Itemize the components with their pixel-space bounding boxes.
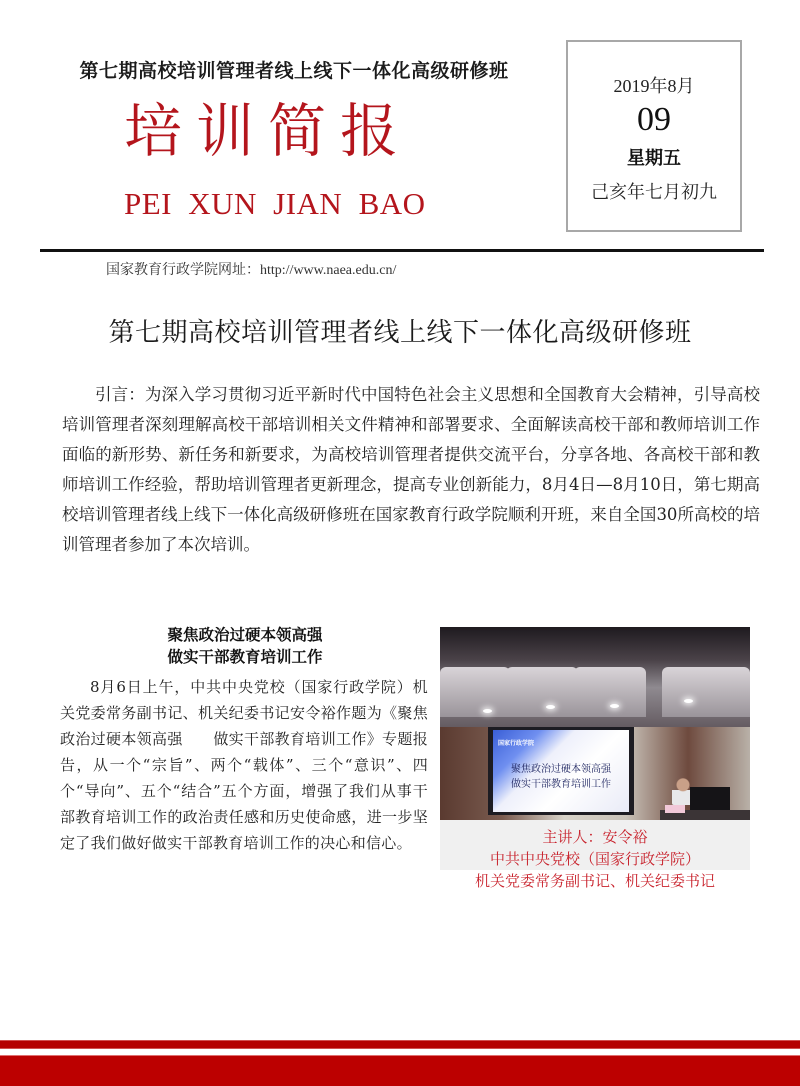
footer-band-thin <box>0 1040 800 1049</box>
section-title-line2: 做实干部教育培训工作 <box>167 648 323 666</box>
date-lunar: 己亥年七月初九 <box>591 182 717 203</box>
website-line <box>106 259 396 279</box>
section-body: 8月6日上午，中共中央党校（国家行政学院）机关党委常务副书记、机关纪委书记安令裕作题为《聚焦政治过硬本领高强 做实干部教育培训工作》专题报告，从一个“宗旨”、两个“载体”、三个“意识”、四个“导向”、五个“结合”五个方面，增强了我们从事干部教育培训工作的政治责任感和历史使命感，进一步坚定了我们做好做实干部教育培训工作的决心和信心。 <box>60 678 428 852</box>
header-divider <box>40 249 764 252</box>
photo-nameplate <box>665 805 685 813</box>
photo-screen-line2: 做实干部教育培训工作 <box>511 779 611 790</box>
masthead-title: 培训简报 <box>124 97 413 165</box>
photo-projection-screen <box>493 730 629 812</box>
photo-ceiling-panel <box>662 667 750 717</box>
caption-organization: 中共中央党校（国家行政学院） <box>489 850 700 868</box>
footer-band-thick <box>0 1055 800 1086</box>
website-label: 国家教育行政学院网址： <box>106 262 260 278</box>
website-link[interactable]: http://www.naea.edu.cn/ <box>260 263 397 278</box>
article-headline: 第七期高校培训管理者线上线下一体化高级研修班 <box>108 318 692 348</box>
photo-ceiling-light <box>684 699 693 703</box>
masthead-subtitle: 第七期高校培训管理者线上线下一体化高级研修班 <box>79 60 509 82</box>
photo-ceiling-light <box>546 705 555 709</box>
date-box <box>566 40 742 232</box>
lecture-photo <box>440 627 750 820</box>
caption-speaker: 主讲人：安令裕 <box>542 828 648 846</box>
intro-paragraph: 引言：为深入学习贯彻习近平新时代中国特色社会主义思想和全国教育大会精神，引导高校培训管理者深刻理解高校干部培训相关文件精神和部署要求、全面解读高校干部和教师培训工作面临的新形势、新任务和新要求，为高校培训管理者提供交流平台，分享各地、各高校干部和教师培训工作经验，帮助培训管理者更新理念，提高专业创新能力，8月4日—8月10日，第七期高校培训管理者线上线下一体化高级研修班在国家教育行政学院顺利开班，来自全国30所高校的培训管理者参加了本次培训。 <box>62 385 760 554</box>
photo-ceiling-panel <box>506 667 578 717</box>
photo-screen-line1: 聚焦政治过硬本领高强 <box>511 764 611 775</box>
photo-ceiling-panel <box>440 667 510 717</box>
photo-laptop <box>690 787 730 811</box>
photo-ceiling-light <box>483 709 492 713</box>
photo-screen-logo: 国家行政学院 <box>498 740 535 747</box>
section-title-line1: 聚焦政治过硬本领高强 <box>167 626 323 644</box>
date-day: 09 <box>637 101 671 138</box>
caption-position: 机关党委常务副书记、机关纪委书记 <box>474 872 715 890</box>
photo-ceiling-panel <box>574 667 646 717</box>
photo-caption <box>440 826 750 892</box>
masthead-pinyin: PEI XUN JIAN BAO <box>124 186 426 221</box>
section-title <box>62 624 428 668</box>
date-weekday: 星期五 <box>627 148 681 169</box>
photo-ceiling-light <box>610 704 619 708</box>
date-year-month: 2019年8月 <box>613 76 695 96</box>
